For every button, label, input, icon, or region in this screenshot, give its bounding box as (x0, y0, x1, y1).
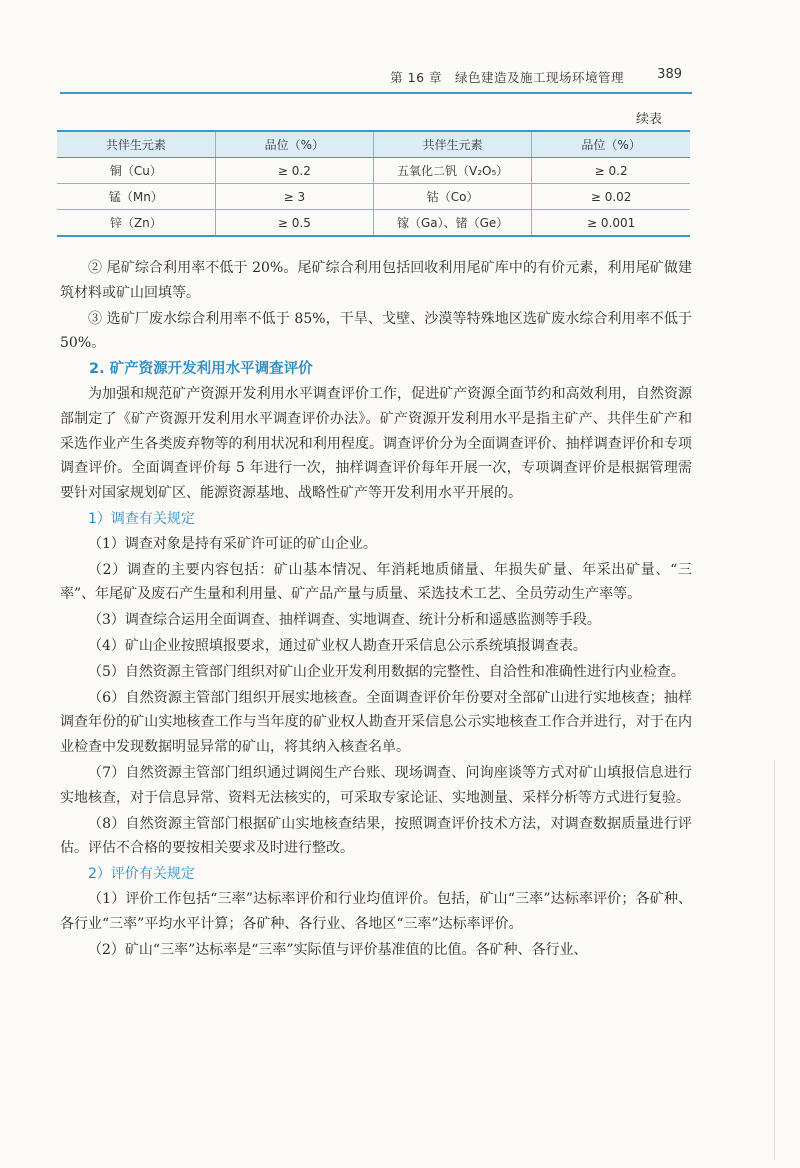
table-row (57, 184, 690, 210)
page-number: 389 (657, 67, 682, 82)
paragraph: ② 尾矿综合利用率不低于 20%。尾矿综合利用包括回收利用尾矿库中的有价元素，利用尾矿做建筑材料或矿山回填等。 (60, 260, 692, 301)
running-header (60, 62, 692, 94)
table-cell: ≥ 0.2 (532, 158, 690, 184)
paragraph: ③ 选矿厂废水综合利用率不低于 85%，干旱、戈壁、沙漠等特殊地区选矿废水综合利用率不低于 50%。 (60, 310, 692, 352)
table-cell: ≥ 0.5 (215, 210, 373, 237)
page-fold-line (774, 760, 775, 1160)
subsection-heading: 1）调查有关规定 (88, 510, 195, 527)
list-item: （2）矿山“三率”达标率是“三率”实际值与评价基准值的比值。各矿种、各行业、 (88, 941, 588, 958)
list-item: （6）自然资源主管部门组织开展实地核查。全面调查评价年份要对全部矿山进行实地核查；抽样调查年份的矿山实地核查工作与当年度的矿业权人勘查开采信息公示实地核查工作合并进行，对于在内业检查中发现数据明显异常的矿山，将其纳入核查名单。 (60, 689, 692, 756)
table-cell: ≥ 3 (215, 184, 373, 210)
table-row (57, 210, 690, 237)
table-row (57, 158, 690, 184)
table-cell: 镓（Ga）、锗（Ge） (374, 210, 532, 237)
element-grade-table (57, 130, 690, 237)
table-cell: 五氧化二钒（V₂O₅） (374, 158, 532, 184)
table-cell: ≥ 0.2 (215, 158, 373, 184)
table-header-row (57, 131, 690, 158)
table-cell: ≥ 0.001 (532, 210, 690, 237)
header-cell: 共伴生元素 (374, 131, 532, 158)
list-item: （1）调查对象是持有采矿许可证的矿山企业。 (88, 535, 377, 552)
table-cell: 锰（Mn） (57, 184, 215, 210)
chapter-title: 第 16 章 绿色建造及施工现场环境管理 (390, 70, 624, 85)
list-item: （8）自然资源主管部门根据矿山实地核查结果，按照调查评价技术方法，对调查数据质量进行评估。评估不合格的要按相关要求及时进行整改。 (60, 815, 692, 857)
subsection-heading: 2）评价有关规定 (88, 866, 195, 883)
table-cell: 钴（Co） (374, 184, 532, 210)
table-caption: 续表 (635, 112, 662, 127)
header-cell: 品位（%） (215, 131, 373, 158)
list-item: （4）矿山企业按照填报要求，通过矿业权人勘查开采信息公示系统填报调查表。 (88, 637, 587, 654)
section-heading: 2. 矿产资源开发利用水平调查评价 (89, 361, 313, 378)
paragraph: 为加强和规范矿产资源开发利用水平调查评价工作，促进矿产资源全面节约和高效利用，自然资源部制定了《矿产资源开发利用水平调查评价办法》。矿产资源开发利用水平是指主矿产、共伴生矿产和采选作业产生各类废弃物等的利用状况和利用程度。调查评价分为全面调查评价、抽样调查评价和专项调查评价。全面调查评价每 5 年进行一次，抽样调查评价每年开展一次，专项调查评价是根据管理需要针对国家规划矿区、能源资源基地、战略性矿产等开发利用水平开展的。 (60, 385, 692, 502)
body-text (60, 256, 692, 963)
list-item: （5）自然资源主管部门组织对矿山企业开发利用数据的完整性、自洽性和准确性进行内业检查。 (88, 663, 685, 680)
list-item: （2）调查的主要内容包括：矿山基本情况、年消耗地质储量、年损失矿量、年采出矿量、“三率”、年尾矿及废石产生量和利用量、矿产品产量与质量、采选技术工艺、全员劳动生产率等。 (60, 561, 692, 603)
table-cell: 铜（Cu） (57, 158, 215, 184)
list-item: （1）评价工作包括“三率”达标率评价和行业均值评价。包括，矿山“三率”达标率评价；各矿种、各行业“三率”平均水平计算；各矿种、各行业、各地区“三率”达标率评价。 (60, 890, 692, 932)
list-item: （7）自然资源主管部门组织通过调阅生产台账、现场调查、问询座谈等方式对矿山填报信息进行实地核查，对于信息异常、资料无法核实的，可采取专家论证、实地测量、采样分析等方式进行复验。 (60, 764, 692, 806)
list-item: （3）调查综合运用全面调查、抽样调查、实地调查、统计分析和遥感监测等手段。 (88, 612, 601, 629)
table-cell: ≥ 0.02 (532, 184, 690, 210)
header-cell: 共伴生元素 (57, 131, 215, 158)
header-cell: 品位（%） (532, 131, 690, 158)
table-cell: 锌（Zn） (57, 210, 215, 237)
